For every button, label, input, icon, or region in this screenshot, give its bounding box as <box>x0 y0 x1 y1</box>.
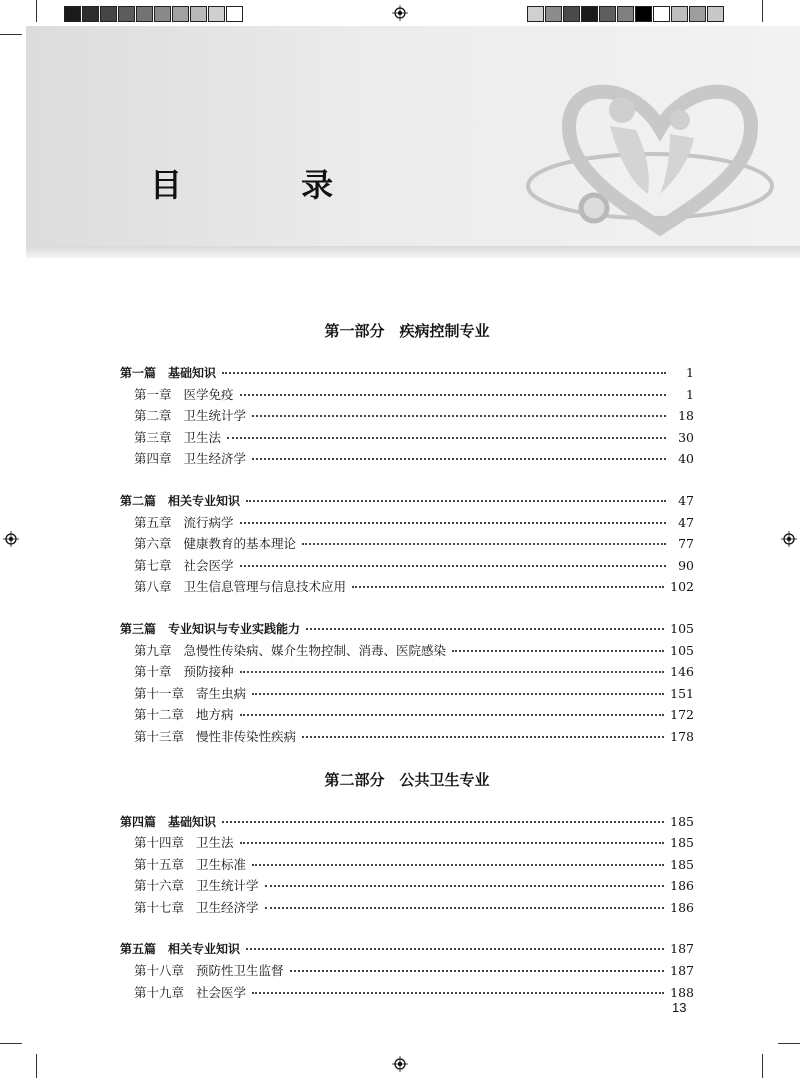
toc-entry-number: 第二篇 <box>120 493 157 508</box>
toc-entry-page: 187 <box>670 941 694 957</box>
toc-entry-label <box>134 855 246 873</box>
toc-entry-number: 第十二章 <box>134 707 185 723</box>
toc-entry-number: 第十四章 <box>134 835 185 851</box>
toc-entry-label <box>134 684 246 702</box>
toc-entry-number: 第四章 <box>134 451 172 467</box>
color-swatch <box>545 6 562 22</box>
toc-chapter-entry[interactable] <box>120 983 694 1005</box>
color-swatch <box>208 6 225 22</box>
toc-entry-title: 基础知识 <box>168 814 217 829</box>
toc-entry-title: 流行病学 <box>183 514 234 530</box>
color-swatch <box>671 6 688 22</box>
toc-entry-number: 第十章 <box>134 664 172 680</box>
toc-entry-label <box>134 641 446 659</box>
dot-leader <box>265 873 665 887</box>
color-swatch <box>653 6 670 22</box>
toc-entry-page: 77 <box>678 536 694 552</box>
color-calibration-strip <box>527 6 725 22</box>
crop-mark <box>0 34 22 35</box>
toc-entry-number: 第六章 <box>134 536 172 552</box>
color-swatch <box>226 6 243 22</box>
toc-entry-label <box>120 940 240 957</box>
registration-mark-icon <box>781 531 797 547</box>
part-heading: 第二部分 公共卫生专业 <box>324 770 490 789</box>
toc-entry-title: 卫生经济学 <box>183 451 247 467</box>
toc-entry-title: 卫生统计学 <box>196 878 259 894</box>
toc-entry-label <box>134 876 259 894</box>
toc-entry-number: 第四篇 <box>120 814 157 829</box>
color-swatch <box>527 6 544 22</box>
dot-leader <box>306 616 664 630</box>
part-heading: 第一部分 疾病控制专业 <box>324 322 490 340</box>
toc-entry-page: 47 <box>678 514 694 530</box>
color-swatch <box>689 6 706 22</box>
dot-leader <box>240 659 665 673</box>
toc-entry-title: 社会医学 <box>183 557 234 573</box>
toc-entry-title: 社会医学 <box>196 984 247 1000</box>
color-calibration-strip <box>64 6 244 22</box>
toc-entry-label <box>134 662 234 680</box>
dot-leader <box>352 574 664 588</box>
toc-section <box>120 363 694 471</box>
dot-leader <box>252 446 666 460</box>
toc-entry-title: 卫生经济学 <box>196 899 259 915</box>
color-swatch <box>100 6 117 22</box>
toc-entry-page: 105 <box>670 642 694 658</box>
color-swatch <box>599 6 616 22</box>
toc-entry-page: 1 <box>686 365 694 380</box>
toc-section <box>120 939 694 1004</box>
toc-entry-page: 30 <box>678 429 694 445</box>
toc-entry-label <box>134 534 296 552</box>
dot-leader <box>252 980 664 994</box>
toc-entry-page: 178 <box>670 728 694 744</box>
dot-leader <box>246 488 666 502</box>
toc-entry-number: 第八章 <box>134 579 172 595</box>
color-swatch <box>617 6 634 22</box>
toc-entry-title: 慢性非传染性疾病 <box>196 728 297 744</box>
toc-entry-page: 185 <box>670 856 694 872</box>
toc-entry-page: 185 <box>670 813 694 829</box>
toc-entry-number: 第七章 <box>134 557 172 573</box>
toc-entry-label <box>134 449 246 467</box>
toc-entry-label <box>134 727 296 745</box>
toc-section <box>120 619 694 749</box>
toc-entry-page: 105 <box>670 620 694 636</box>
page-title: 目 录 <box>150 166 388 204</box>
dot-leader <box>252 852 664 866</box>
registration-mark-icon <box>3 531 19 547</box>
toc-entry-title: 卫生标准 <box>196 856 247 872</box>
toc-entry-label <box>134 406 246 424</box>
color-swatch <box>563 6 580 22</box>
dot-leader <box>222 360 666 374</box>
registration-mark-icon <box>392 1056 408 1072</box>
toc-section <box>120 812 694 920</box>
toc-entry-page: 40 <box>678 451 694 467</box>
toc-section <box>120 491 694 599</box>
color-swatch <box>172 6 189 22</box>
dot-leader <box>246 936 664 950</box>
toc-entry-title: 卫生统计学 <box>183 408 247 424</box>
color-swatch <box>118 6 135 22</box>
dot-leader <box>290 958 665 972</box>
toc-entry-label <box>134 513 234 531</box>
toc-entry-number: 第一章 <box>134 386 172 402</box>
toc-chapter-entry[interactable] <box>120 577 694 599</box>
dot-leader <box>240 553 666 567</box>
toc-entry-page: 187 <box>670 963 694 979</box>
dot-leader <box>265 895 665 909</box>
toc-entry-title: 基础知识 <box>168 366 217 380</box>
toc-entry-number: 第九章 <box>134 642 172 658</box>
toc-entry-label <box>120 620 300 637</box>
dot-leader <box>240 382 666 396</box>
toc-entry-page: 172 <box>670 707 694 723</box>
toc-entry-title: 地方病 <box>196 707 234 723</box>
dot-leader <box>222 809 664 823</box>
toc-entry-number: 第一篇 <box>120 366 157 380</box>
toc-entry-title: 寄生虫病 <box>196 685 247 701</box>
header-banner-shadow <box>26 246 800 258</box>
dot-leader <box>240 510 666 524</box>
toc-entry-label <box>120 492 240 509</box>
color-swatch <box>581 6 598 22</box>
table-of-contents <box>120 320 694 1024</box>
toc-entry-number: 第十六章 <box>134 878 185 894</box>
dot-leader <box>227 425 666 439</box>
toc-entry-title: 医学免疫 <box>183 386 234 402</box>
toc-entry-number: 第三章 <box>134 429 172 445</box>
crop-mark <box>36 1054 37 1078</box>
toc-entry-number: 第十一章 <box>134 685 185 701</box>
toc-entry-page: 188 <box>670 984 694 1000</box>
crop-mark <box>762 0 763 22</box>
toc-entry-page: 18 <box>678 408 694 424</box>
toc-entry-title: 卫生法 <box>183 429 222 445</box>
toc-entry-page: 185 <box>670 835 694 851</box>
color-swatch <box>136 6 153 22</box>
crop-mark <box>762 1054 763 1078</box>
toc-entry-label <box>134 428 221 446</box>
toc-entry-label <box>120 364 216 381</box>
dot-leader <box>240 830 665 844</box>
toc-entry-label <box>120 813 216 830</box>
dot-leader <box>302 724 664 738</box>
toc-entry-page: 186 <box>670 899 694 915</box>
toc-entry-label <box>134 705 234 723</box>
toc-entry-number: 第十五章 <box>134 856 185 872</box>
color-swatch <box>635 6 652 22</box>
toc-entry-number: 第十九章 <box>134 984 185 1000</box>
toc-entry-page: 146 <box>670 664 694 680</box>
toc-entry-page: 47 <box>678 492 694 508</box>
registration-mark-icon <box>392 5 408 21</box>
toc-entry-page: 186 <box>670 878 694 894</box>
toc-entry-number: 第十八章 <box>134 963 185 979</box>
toc-entry-title: 卫生信息管理与信息技术应用 <box>183 579 347 595</box>
toc-entry-number: 第十七章 <box>134 899 185 915</box>
color-swatch <box>190 6 207 22</box>
toc-entry-number: 第二章 <box>134 408 172 424</box>
toc-entry-title: 专业知识与专业实践能力 <box>168 621 301 636</box>
toc-entry-label <box>134 898 259 916</box>
toc-entry-number: 第五篇 <box>120 942 157 957</box>
toc-chapter-entry[interactable] <box>120 449 694 471</box>
color-swatch <box>707 6 724 22</box>
toc-entry-page: 1 <box>686 386 694 402</box>
dot-leader <box>240 702 665 716</box>
toc-entry-page: 151 <box>670 685 694 701</box>
dot-leader <box>452 638 664 652</box>
dot-leader <box>302 531 666 545</box>
toc-entry-page: 102 <box>670 579 694 595</box>
toc-entry-title: 相关专业知识 <box>168 942 241 957</box>
toc-entry-label <box>134 961 284 979</box>
family-heart-stethoscope-icon <box>520 68 790 238</box>
toc-chapter-entry[interactable] <box>120 727 694 749</box>
dot-leader <box>252 403 666 417</box>
dot-leader <box>252 681 664 695</box>
toc-entry-title: 健康教育的基本理论 <box>183 536 297 552</box>
toc-entry-label <box>134 556 234 574</box>
toc-entry-title: 相关专业知识 <box>168 493 241 508</box>
page-number: 13 <box>672 1000 687 1015</box>
toc-entry-title: 预防性卫生监督 <box>196 963 284 979</box>
toc-entry-label <box>134 385 234 403</box>
crop-mark <box>0 1043 22 1044</box>
color-swatch <box>82 6 99 22</box>
toc-entry-number: 第五章 <box>134 514 172 530</box>
toc-entry-label <box>134 833 234 851</box>
toc-entry-page: 90 <box>678 557 694 573</box>
toc-entry-title: 预防接种 <box>183 664 234 680</box>
toc-entry-label <box>134 577 346 595</box>
color-swatch <box>154 6 171 22</box>
toc-chapter-entry[interactable] <box>120 898 694 920</box>
color-swatch <box>64 6 81 22</box>
toc-entry-number: 第十三章 <box>134 728 185 744</box>
crop-mark <box>778 1043 800 1044</box>
toc-entry-title: 急慢性传染病、媒介生物控制、消毒、医院感染 <box>183 642 447 658</box>
toc-entry-number: 第三篇 <box>120 621 157 636</box>
crop-mark <box>36 0 37 22</box>
toc-entry-label <box>134 983 246 1001</box>
toc-entry-title: 卫生法 <box>196 835 234 851</box>
